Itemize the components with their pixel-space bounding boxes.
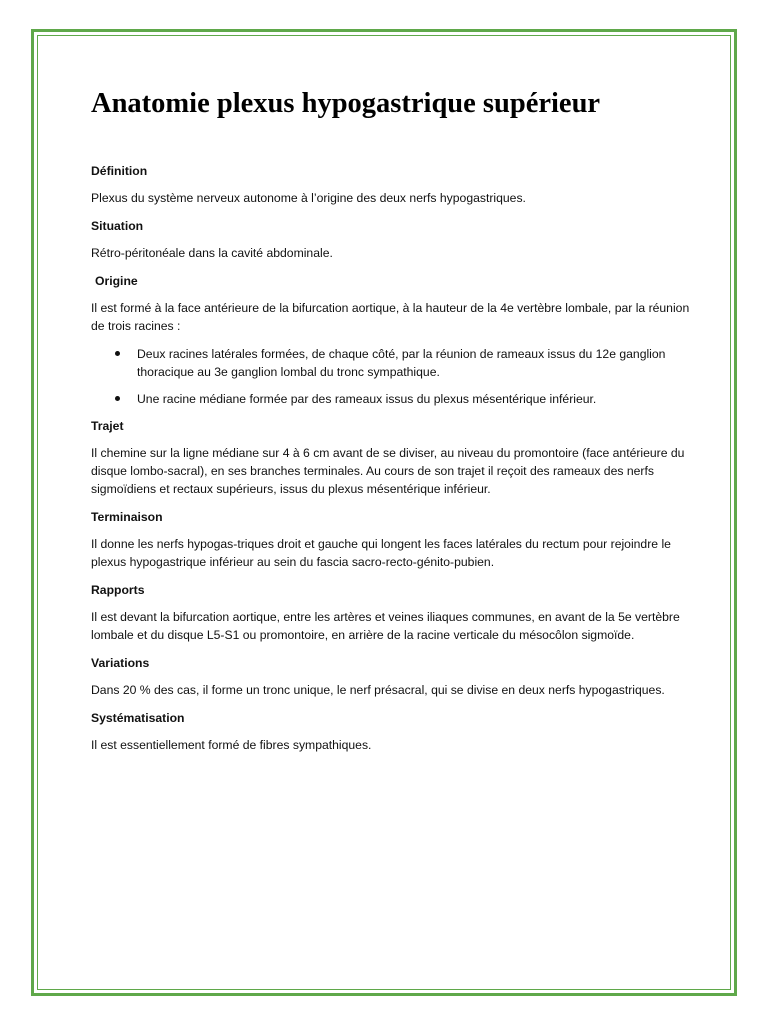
bullet-text: Deux racines latérales formées, de chaque côté, par la réunion de rameaux issus du 12e ganglion thoracique au 3e ganglion lombal du tronc sympathique. xyxy=(137,347,666,379)
heading-rapports: Rapports xyxy=(91,583,145,597)
heading-terminaison: Terminaison xyxy=(91,510,163,524)
bullet-icon xyxy=(115,351,120,356)
situation-text: Rétro-péritonéale dans la cavité abdominale. xyxy=(91,246,333,260)
list-item xyxy=(91,390,691,408)
terminaison-text: Il donne les nerfs hypogas-triques droit et gauche qui longent les faces latérales du rectum pour rejoindre le plexus hypogastrique inférieur au sein du fascia sacro-recto-génito-pubien. xyxy=(91,537,671,569)
origine-text: Il est formé à la face antérieure de la bifurcation aortique, à la hauteur de la 4e vertèbre lombale, par la réunion de trois racines : xyxy=(91,301,690,333)
bullet-icon xyxy=(115,396,120,401)
heading-systematisation: Systématisation xyxy=(91,711,185,725)
variations-text: Dans 20 % des cas, il forme un tronc unique, le nerf présacral, qui se divise en deux nerfs hypogastriques. xyxy=(91,683,665,697)
document-title: Anatomie plexus hypogastrique supérieur xyxy=(91,88,601,119)
heading-variations: Variations xyxy=(91,656,150,670)
heading-origine: Origine xyxy=(95,274,138,288)
list-item xyxy=(91,345,691,381)
heading-definition: Définition xyxy=(91,164,148,178)
trajet-text: Il chemine sur la ligne médiane sur 4 à 6 cm avant de se diviser, au niveau du promontoire (face antérieure du disque lombo-sacral), en ses branches terminales. Au cours de son trajet il reçoit des rameaux des nerfs sigmoïdiens et rectaux supérieurs, issus du plexus mésentérique inférieur. xyxy=(91,446,685,496)
definition-text: Plexus du système nerveux autonome à l’origine des deux nerfs hypogastriques. xyxy=(91,191,526,205)
rapports-text: Il est devant la bifurcation aortique, entre les artères et veines iliaques communes, en avant de la 5e vertèbre lombale et du disque L5-S1 ou promontoire, en arrière de la racine verticale du mésocôlon sigmoïde. xyxy=(91,610,680,642)
heading-trajet: Trajet xyxy=(91,419,124,433)
heading-situation: Situation xyxy=(91,219,144,233)
bullet-text: Une racine médiane formée par des rameaux issus du plexus mésentérique inférieur. xyxy=(137,392,597,406)
origine-bullet-list xyxy=(91,345,691,408)
document-content xyxy=(91,84,691,764)
systematisation-text: Il est essentiellement formé de fibres sympathiques. xyxy=(91,738,372,752)
